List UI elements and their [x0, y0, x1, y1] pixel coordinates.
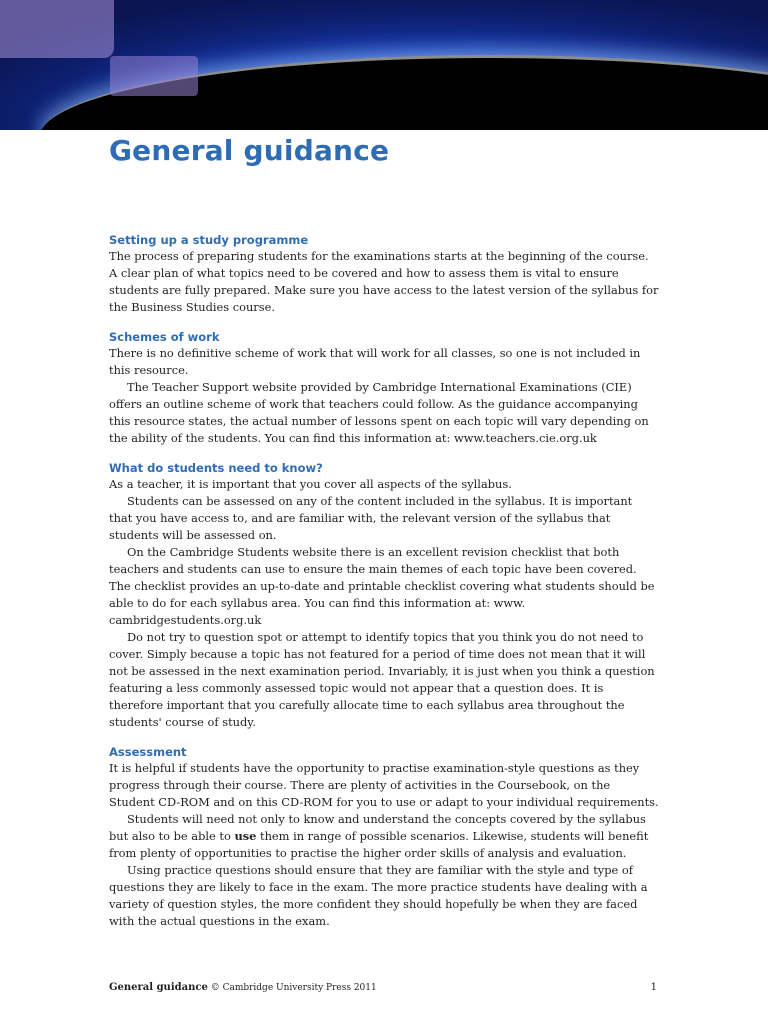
- emphasis-word: use: [234, 829, 257, 843]
- paragraph-with-emphasis: [109, 811, 659, 862]
- section-heading: Setting up a study programme: [109, 233, 309, 247]
- main-content: [109, 233, 659, 944]
- paragraph: Students can be assessed on any of the content included in the syllabus. It is important that you have access to, and are familiar with, the relevant version of the syllabus that students will be assessed on.: [109, 494, 633, 542]
- paragraph: There is no definitive scheme of work that will work for all classes, so one is not included in this resource.: [109, 346, 641, 377]
- section-heading: Assessment: [109, 745, 187, 759]
- footer-title: General guidance: [109, 982, 208, 993]
- page-number: 1: [650, 982, 657, 993]
- section-schemes-of-work: [109, 330, 659, 447]
- header-banner: [0, 0, 768, 130]
- paragraph: The process of preparing students for the examinations starts at the beginning of the course. A clear plan of what topics need to be covered and how to assess them is vital to ensure students are fully prepared. Make sure you have access to the latest version of the syllabus for the Business Studies course.: [109, 249, 659, 314]
- section-study-programme: [109, 233, 659, 316]
- section-what-students-need: [109, 461, 659, 731]
- paragraph: Using practice questions should ensure that they are familiar with the style and type of questions they are likely to face in the exam. The more practice students have dealing with a variety of question styles, the more confident they should hopefully be when they are faced with the actual questions in the exam.: [109, 863, 648, 928]
- banner-square-small: [110, 56, 198, 96]
- page-title: General guidance: [109, 134, 390, 167]
- footer-copyright: © Cambridge University Press 2011: [210, 983, 377, 993]
- paragraph: It is helpful if students have the opportunity to practise examination-style questions as they progress through their course. There are plenty of activities in the Coursebook, on the Student CD-ROM and on this CD-ROM for you to use or adapt to your individual requirements.: [109, 761, 659, 809]
- section-heading: What do students need to know?: [109, 461, 323, 475]
- page-footer: [109, 982, 657, 993]
- section-heading: Schemes of work: [109, 330, 220, 344]
- paragraph: The Teacher Support website provided by Cambridge International Examinations (CIE) offers an outline scheme of work that teachers could follow. As the guidance accompanying this resource states, the actual number of lessons spent on each topic will vary depending on the ability of the students. You can find this information at: www.teachers.cie.org.uk: [109, 380, 649, 445]
- paragraph: On the Cambridge Students website there is an excellent revision checklist that both teachers and students can use to ensure the main themes of each topic have been covered. The checklist provides an up-to-date and printable checklist covering what students should be able to do for each syllabus area. You can find this information at: www. cambridgestudents.org.uk: [109, 545, 655, 627]
- section-assessment: [109, 745, 659, 930]
- paragraph: Do not try to question spot or attempt to identify topics that you think you do not need to cover. Simply because a topic has not featured for a period of time does not mean that it will not be assessed in the next examination period. Invariably, it is just when you think a question featuring a less commonly assessed topic would not appear that a question does. It is therefore important that you carefully allocate time to each syllabus area throughout the students' course of study.: [109, 630, 655, 729]
- text-run: Students will need not only to know and understand the concepts covered by the syllabus but also to be able to: [109, 812, 646, 843]
- text-run: them in range of possible scenarios. Likewise, students will benefit from plenty of opportunities to practise the higher order skills of analysis and evaluation.: [109, 829, 649, 860]
- paragraph: As a teacher, it is important that you cover all aspects of the syllabus.: [109, 477, 512, 491]
- banner-square-large: [0, 0, 114, 58]
